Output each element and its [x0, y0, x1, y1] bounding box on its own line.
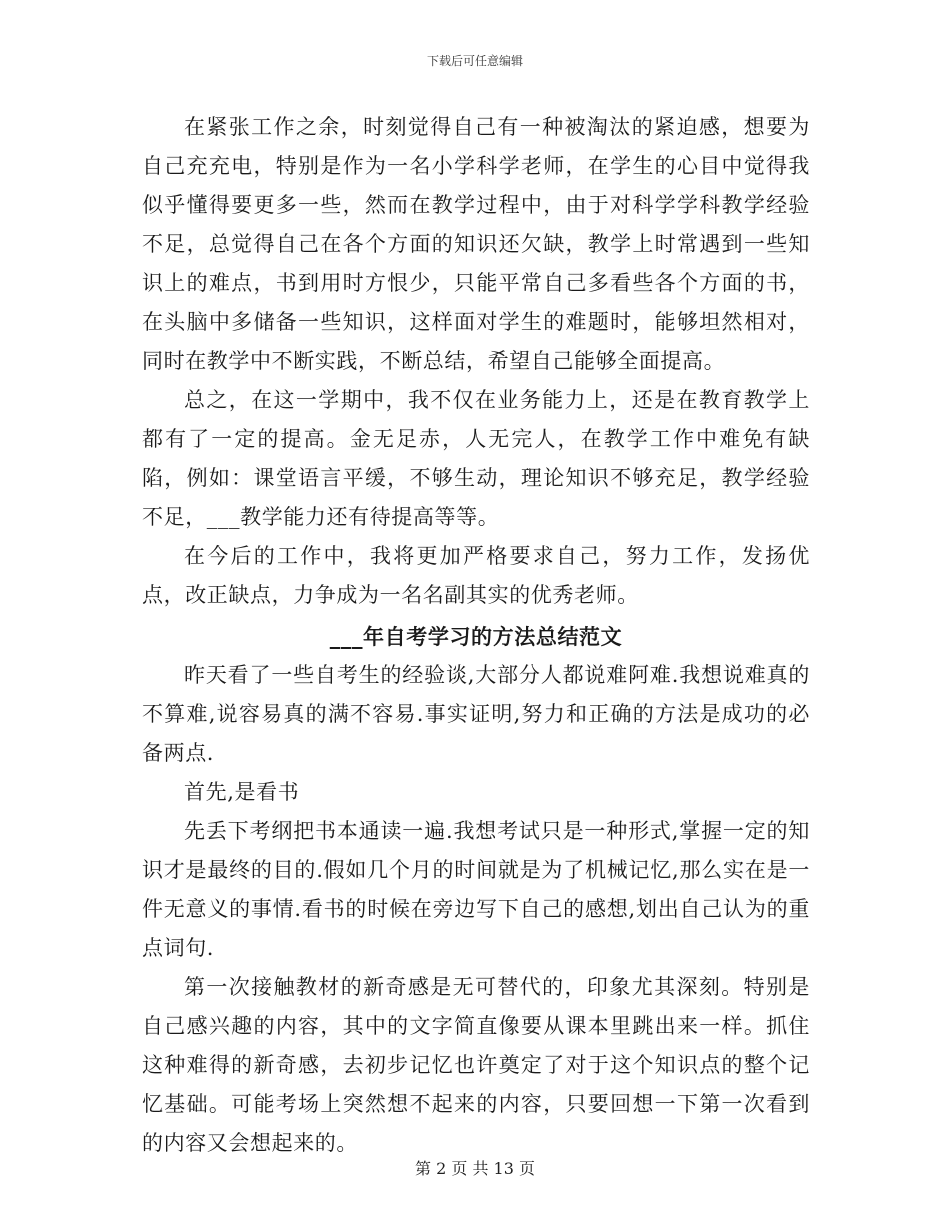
- paragraph: 先丢下考纲把书本通读一遍.我想考试只是一种形式,掌握一定的知识才是最终的目的.假如几个月的时间就是为了机械记忆,那么实在是一件无意义的事情.看书的时候在旁边写下自己的感想,划出自己认为的重点词句.: [142, 819, 810, 960]
- document-body: [142, 108, 810, 1163]
- paragraph: 在紧张工作之余，时刻觉得自己有一种被淘汰的紧迫感，想要为自己充充电，特别是作为一名小学科学老师，在学生的心目中觉得我似乎懂得要更多一些，然而在教学过程中，由于对科学学科教学经验不足，总觉得自己在各个方面的知识还欠缺，教学上时常遇到一些知识上的难点，书到用时方恨少，只能平常自己多看些各个方面的书，在头脑中多储备一些知识，这样面对学生的难题时，能够坦然相对，同时在教学中不断实践，不断总结，希望自己能够全面提高。: [142, 115, 810, 373]
- paragraph: 首先,是看书: [184, 780, 300, 804]
- section-title: ___年自考学习的方法总结范文: [329, 624, 623, 649]
- paragraph: 总之，在这一学期中，我不仅在业务能力上，还是在教育教学上都有了一定的提高。金无足赤，人无完人，在教学工作中难免有缺陷，例如：课堂语言平缓，不够生动，理论知识不够充足，教学经验不足，___教学能力还有待提高等等。: [142, 388, 810, 529]
- paragraph: 昨天看了一些自考生的经验谈,大部分人都说难阿难.我想说难真的不算难,说容易真的满不容易.事实证明,努力和正确的方法是成功的必备两点.: [142, 663, 810, 765]
- header-note: 下载后可任意编辑: [426, 54, 523, 68]
- paragraph: 在今后的工作中，我将更加严格要求自己，努力工作，发扬优点，改正缺点，力争成为一名名副其实的优秀老师。: [142, 544, 810, 607]
- paragraph: 第一次接触教材的新奇感是无可替代的，印象尤其深刻。特别是自己感兴趣的内容，其中的文字简直像要从课本里跳出来一样。抓住这种难得的新奇感，去初步记忆也许奠定了对于这个知识点的整个记忆基础。可能考场上突然想不起来的内容，只要回想一下第一次看到的内容又会想起来的。: [142, 975, 810, 1155]
- page-indicator: 第 2 页 共 13 页: [415, 1159, 535, 1178]
